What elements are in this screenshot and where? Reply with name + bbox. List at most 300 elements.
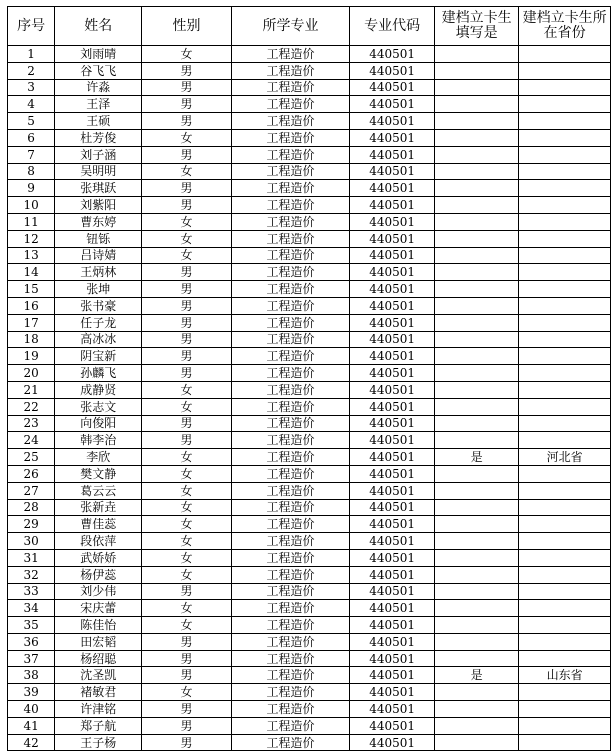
cell-name: 王泽 (55, 96, 142, 113)
cell-poverty-file (435, 701, 519, 718)
cell-name: 张书豪 (55, 297, 142, 314)
cell-poverty-file (435, 583, 519, 600)
header-row (8, 7, 611, 46)
cell-serial: 41 (8, 717, 55, 734)
cell-poverty-province: 山东省 (519, 667, 611, 684)
table-row (8, 46, 611, 63)
table-body (8, 46, 611, 751)
cell-poverty-province (519, 213, 611, 230)
cell-major-code: 440501 (350, 297, 435, 314)
cell-poverty-province (519, 230, 611, 247)
cell-gender: 男 (142, 432, 232, 449)
table-row (8, 499, 611, 516)
cell-serial: 6 (8, 129, 55, 146)
cell-serial: 27 (8, 482, 55, 499)
cell-serial: 35 (8, 617, 55, 634)
cell-poverty-file (435, 129, 519, 146)
cell-poverty-file (435, 146, 519, 163)
cell-major-code: 440501 (350, 46, 435, 63)
cell-major-code: 440501 (350, 79, 435, 96)
cell-major: 工程造价 (231, 482, 349, 499)
cell-major-code: 440501 (350, 617, 435, 634)
cell-name: 向俊阳 (55, 415, 142, 432)
cell-major-code: 440501 (350, 230, 435, 247)
cell-poverty-province (519, 516, 611, 533)
cell-poverty-province (519, 264, 611, 281)
table-row (8, 264, 611, 281)
cell-serial: 38 (8, 667, 55, 684)
cell-poverty-file (435, 297, 519, 314)
cell-serial: 3 (8, 79, 55, 96)
cell-major-code: 440501 (350, 516, 435, 533)
cell-serial: 11 (8, 213, 55, 230)
cell-poverty-province (519, 734, 611, 751)
cell-name: 樊文静 (55, 465, 142, 482)
cell-major-code: 440501 (350, 684, 435, 701)
cell-major-code: 440501 (350, 465, 435, 482)
cell-major: 工程造价 (231, 365, 349, 382)
cell-name: 杨伊蕊 (55, 566, 142, 583)
cell-major: 工程造价 (231, 617, 349, 634)
table-row (8, 398, 611, 415)
cell-gender: 男 (142, 146, 232, 163)
cell-poverty-file (435, 62, 519, 79)
cell-major-code: 440501 (350, 331, 435, 348)
cell-poverty-province (519, 180, 611, 197)
cell-name: 孙麟飞 (55, 365, 142, 382)
cell-poverty-file (435, 566, 519, 583)
cell-poverty-file (435, 230, 519, 247)
cell-major-code: 440501 (350, 197, 435, 214)
cell-gender: 男 (142, 281, 232, 298)
cell-poverty-province (519, 415, 611, 432)
cell-poverty-file (435, 533, 519, 550)
cell-poverty-file (435, 79, 519, 96)
cell-major: 工程造价 (231, 701, 349, 718)
table-row (8, 281, 611, 298)
cell-gender: 女 (142, 46, 232, 63)
cell-name: 王子杨 (55, 734, 142, 751)
cell-major-code: 440501 (350, 432, 435, 449)
cell-name: 张志文 (55, 398, 142, 415)
cell-gender: 男 (142, 633, 232, 650)
cell-major: 工程造价 (231, 415, 349, 432)
table-row (8, 684, 611, 701)
cell-major-code: 440501 (350, 113, 435, 130)
cell-name: 高冰冰 (55, 331, 142, 348)
cell-major-code: 440501 (350, 415, 435, 432)
cell-name: 武娇娇 (55, 549, 142, 566)
table-row (8, 381, 611, 398)
cell-poverty-province (519, 129, 611, 146)
cell-serial: 37 (8, 650, 55, 667)
cell-name: 刘紫阳 (55, 197, 142, 214)
cell-gender: 男 (142, 734, 232, 751)
cell-serial: 17 (8, 314, 55, 331)
cell-poverty-file (435, 46, 519, 63)
cell-poverty-file (435, 331, 519, 348)
cell-gender: 男 (142, 667, 232, 684)
table-row (8, 62, 611, 79)
cell-major: 工程造价 (231, 213, 349, 230)
cell-major: 工程造价 (231, 432, 349, 449)
cell-poverty-file (435, 365, 519, 382)
cell-poverty-province (519, 163, 611, 180)
cell-gender: 男 (142, 365, 232, 382)
table-row (8, 113, 611, 130)
cell-name: 李欣 (55, 449, 142, 466)
cell-gender: 女 (142, 163, 232, 180)
cell-name: 杨绍聪 (55, 650, 142, 667)
cell-major-code: 440501 (350, 146, 435, 163)
cell-name: 陈佳怡 (55, 617, 142, 634)
cell-serial: 28 (8, 499, 55, 516)
table-row (8, 533, 611, 550)
cell-poverty-file (435, 398, 519, 415)
cell-poverty-province (519, 96, 611, 113)
cell-major: 工程造价 (231, 129, 349, 146)
cell-major: 工程造价 (231, 180, 349, 197)
cell-poverty-file (435, 348, 519, 365)
header-poverty-file: 建档立卡生填写是 (435, 7, 519, 46)
cell-major: 工程造价 (231, 516, 349, 533)
cell-major: 工程造价 (231, 650, 349, 667)
cell-major-code: 440501 (350, 600, 435, 617)
cell-gender: 男 (142, 197, 232, 214)
cell-major-code: 440501 (350, 650, 435, 667)
cell-major: 工程造价 (231, 583, 349, 600)
cell-major: 工程造价 (231, 146, 349, 163)
cell-name: 刘子涵 (55, 146, 142, 163)
cell-poverty-file (435, 499, 519, 516)
cell-name: 曹佳蕊 (55, 516, 142, 533)
cell-major: 工程造价 (231, 197, 349, 214)
header-major: 所学专业 (231, 7, 349, 46)
cell-poverty-province (519, 650, 611, 667)
cell-serial: 23 (8, 415, 55, 432)
cell-serial: 20 (8, 365, 55, 382)
cell-serial: 19 (8, 348, 55, 365)
table-row (8, 79, 611, 96)
cell-poverty-file: 是 (435, 449, 519, 466)
cell-poverty-file (435, 197, 519, 214)
cell-major: 工程造价 (231, 297, 349, 314)
cell-poverty-file (435, 482, 519, 499)
cell-gender: 男 (142, 180, 232, 197)
cell-serial: 2 (8, 62, 55, 79)
cell-gender: 女 (142, 213, 232, 230)
cell-poverty-province (519, 633, 611, 650)
cell-poverty-province (519, 46, 611, 63)
cell-name: 郑子航 (55, 717, 142, 734)
cell-major-code: 440501 (350, 549, 435, 566)
cell-gender: 女 (142, 600, 232, 617)
cell-poverty-province (519, 79, 611, 96)
cell-gender: 女 (142, 549, 232, 566)
cell-major-code: 440501 (350, 482, 435, 499)
cell-gender: 女 (142, 482, 232, 499)
table-row (8, 297, 611, 314)
cell-poverty-file (435, 180, 519, 197)
table-row (8, 633, 611, 650)
table-row (8, 549, 611, 566)
cell-serial: 4 (8, 96, 55, 113)
cell-serial: 15 (8, 281, 55, 298)
cell-serial: 22 (8, 398, 55, 415)
cell-major: 工程造价 (231, 600, 349, 617)
cell-poverty-province (519, 717, 611, 734)
cell-major: 工程造价 (231, 314, 349, 331)
table-row (8, 197, 611, 214)
table-row (8, 163, 611, 180)
cell-major: 工程造价 (231, 331, 349, 348)
cell-gender: 女 (142, 499, 232, 516)
cell-major-code: 440501 (350, 180, 435, 197)
cell-poverty-file (435, 281, 519, 298)
cell-major-code: 440501 (350, 583, 435, 600)
cell-major-code: 440501 (350, 129, 435, 146)
cell-poverty-province (519, 398, 611, 415)
cell-poverty-province: 河北省 (519, 449, 611, 466)
cell-gender: 女 (142, 617, 232, 634)
cell-gender: 女 (142, 129, 232, 146)
table-row (8, 415, 611, 432)
cell-poverty-file (435, 314, 519, 331)
cell-major: 工程造价 (231, 113, 349, 130)
cell-serial: 36 (8, 633, 55, 650)
cell-name: 许津铭 (55, 701, 142, 718)
cell-name: 沈圣凯 (55, 667, 142, 684)
cell-major-code: 440501 (350, 734, 435, 751)
cell-poverty-file (435, 633, 519, 650)
header-major-code: 专业代码 (350, 7, 435, 46)
cell-poverty-province (519, 432, 611, 449)
cell-gender: 女 (142, 247, 232, 264)
cell-poverty-province (519, 701, 611, 718)
cell-serial: 39 (8, 684, 55, 701)
table-row (8, 348, 611, 365)
cell-serial: 40 (8, 701, 55, 718)
table-row (8, 180, 611, 197)
cell-major-code: 440501 (350, 264, 435, 281)
cell-major: 工程造价 (231, 566, 349, 583)
cell-name: 张新垚 (55, 499, 142, 516)
cell-poverty-file (435, 163, 519, 180)
cell-major: 工程造价 (231, 247, 349, 264)
cell-poverty-file (435, 734, 519, 751)
cell-serial: 31 (8, 549, 55, 566)
table-row (8, 247, 611, 264)
cell-poverty-province (519, 247, 611, 264)
cell-gender: 女 (142, 449, 232, 466)
cell-poverty-file (435, 684, 519, 701)
cell-poverty-file (435, 213, 519, 230)
cell-name: 谷飞飞 (55, 62, 142, 79)
cell-name: 韩李治 (55, 432, 142, 449)
cell-major-code: 440501 (350, 62, 435, 79)
cell-major: 工程造价 (231, 163, 349, 180)
cell-poverty-province (519, 62, 611, 79)
cell-serial: 21 (8, 381, 55, 398)
header-serial: 序号 (8, 7, 55, 46)
cell-name: 曹东婷 (55, 213, 142, 230)
cell-serial: 1 (8, 46, 55, 63)
cell-major: 工程造价 (231, 230, 349, 247)
cell-gender: 女 (142, 230, 232, 247)
cell-gender: 女 (142, 398, 232, 415)
cell-serial: 26 (8, 465, 55, 482)
cell-name: 刘雨晴 (55, 46, 142, 63)
cell-serial: 7 (8, 146, 55, 163)
header-poverty-province: 建档立卡生所在省份 (519, 7, 611, 46)
cell-gender: 女 (142, 533, 232, 550)
cell-gender: 女 (142, 566, 232, 583)
cell-name: 阴宝新 (55, 348, 142, 365)
cell-serial: 32 (8, 566, 55, 583)
cell-poverty-province (519, 197, 611, 214)
cell-name: 宋庆蕾 (55, 600, 142, 617)
table-row (8, 331, 611, 348)
cell-poverty-file (435, 617, 519, 634)
cell-major-code: 440501 (350, 163, 435, 180)
cell-major-code: 440501 (350, 633, 435, 650)
table-row (8, 650, 611, 667)
cell-name: 张琪跃 (55, 180, 142, 197)
cell-poverty-file (435, 600, 519, 617)
cell-poverty-file: 是 (435, 667, 519, 684)
cell-major-code: 440501 (350, 566, 435, 583)
cell-gender: 男 (142, 348, 232, 365)
table-row (8, 213, 611, 230)
cell-gender: 男 (142, 583, 232, 600)
cell-poverty-province (519, 465, 611, 482)
table-row (8, 717, 611, 734)
cell-gender: 女 (142, 465, 232, 482)
header-gender: 性别 (142, 7, 232, 46)
table-row (8, 96, 611, 113)
table-row (8, 230, 611, 247)
cell-major: 工程造价 (231, 549, 349, 566)
cell-major: 工程造价 (231, 499, 349, 516)
cell-major-code: 440501 (350, 365, 435, 382)
cell-poverty-province (519, 281, 611, 298)
cell-major-code: 440501 (350, 667, 435, 684)
cell-serial: 9 (8, 180, 55, 197)
cell-major-code: 440501 (350, 96, 435, 113)
cell-serial: 10 (8, 197, 55, 214)
cell-major-code: 440501 (350, 701, 435, 718)
cell-major: 工程造价 (231, 633, 349, 650)
cell-poverty-province (519, 297, 611, 314)
table-row (8, 734, 611, 751)
cell-major: 工程造价 (231, 348, 349, 365)
cell-poverty-file (435, 381, 519, 398)
cell-major: 工程造价 (231, 46, 349, 63)
cell-serial: 16 (8, 297, 55, 314)
cell-gender: 男 (142, 701, 232, 718)
cell-gender: 男 (142, 717, 232, 734)
table-row (8, 667, 611, 684)
cell-major: 工程造价 (231, 684, 349, 701)
cell-poverty-province (519, 549, 611, 566)
cell-gender: 男 (142, 96, 232, 113)
cell-poverty-file (435, 415, 519, 432)
cell-major: 工程造价 (231, 465, 349, 482)
table-row (8, 600, 611, 617)
cell-poverty-province (519, 381, 611, 398)
cell-poverty-province (519, 684, 611, 701)
cell-name: 张坤 (55, 281, 142, 298)
cell-name: 葛云云 (55, 482, 142, 499)
cell-major-code: 440501 (350, 314, 435, 331)
cell-gender: 女 (142, 684, 232, 701)
cell-serial: 13 (8, 247, 55, 264)
table-row (8, 129, 611, 146)
cell-gender: 男 (142, 415, 232, 432)
cell-poverty-province (519, 617, 611, 634)
table-row (8, 146, 611, 163)
cell-name: 杜芳俊 (55, 129, 142, 146)
cell-serial: 12 (8, 230, 55, 247)
table-header (8, 7, 611, 46)
cell-serial: 30 (8, 533, 55, 550)
cell-gender: 男 (142, 264, 232, 281)
table-row (8, 583, 611, 600)
cell-poverty-file (435, 432, 519, 449)
cell-poverty-file (435, 717, 519, 734)
cell-poverty-province (519, 499, 611, 516)
cell-poverty-file (435, 650, 519, 667)
cell-poverty-province (519, 365, 611, 382)
cell-major: 工程造价 (231, 449, 349, 466)
cell-major-code: 440501 (350, 213, 435, 230)
table-row (8, 701, 611, 718)
cell-major: 工程造价 (231, 398, 349, 415)
table-row (8, 566, 611, 583)
cell-gender: 男 (142, 113, 232, 130)
cell-serial: 24 (8, 432, 55, 449)
cell-poverty-province (519, 331, 611, 348)
cell-poverty-province (519, 113, 611, 130)
table-row (8, 516, 611, 533)
cell-poverty-file (435, 549, 519, 566)
cell-gender: 男 (142, 650, 232, 667)
cell-serial: 5 (8, 113, 55, 130)
cell-poverty-file (435, 247, 519, 264)
cell-poverty-province (519, 146, 611, 163)
cell-name: 田宏韬 (55, 633, 142, 650)
cell-major-code: 440501 (350, 449, 435, 466)
cell-major-code: 440501 (350, 499, 435, 516)
cell-poverty-province (519, 583, 611, 600)
cell-serial: 29 (8, 516, 55, 533)
cell-serial: 25 (8, 449, 55, 466)
cell-poverty-file (435, 96, 519, 113)
cell-gender: 男 (142, 331, 232, 348)
cell-name: 段依萍 (55, 533, 142, 550)
cell-poverty-province (519, 600, 611, 617)
cell-major: 工程造价 (231, 96, 349, 113)
cell-serial: 33 (8, 583, 55, 600)
cell-major: 工程造价 (231, 62, 349, 79)
cell-major: 工程造价 (231, 79, 349, 96)
cell-gender: 男 (142, 79, 232, 96)
cell-major: 工程造价 (231, 281, 349, 298)
cell-serial: 18 (8, 331, 55, 348)
cell-gender: 女 (142, 381, 232, 398)
cell-poverty-province (519, 566, 611, 583)
cell-name: 褚敏君 (55, 684, 142, 701)
